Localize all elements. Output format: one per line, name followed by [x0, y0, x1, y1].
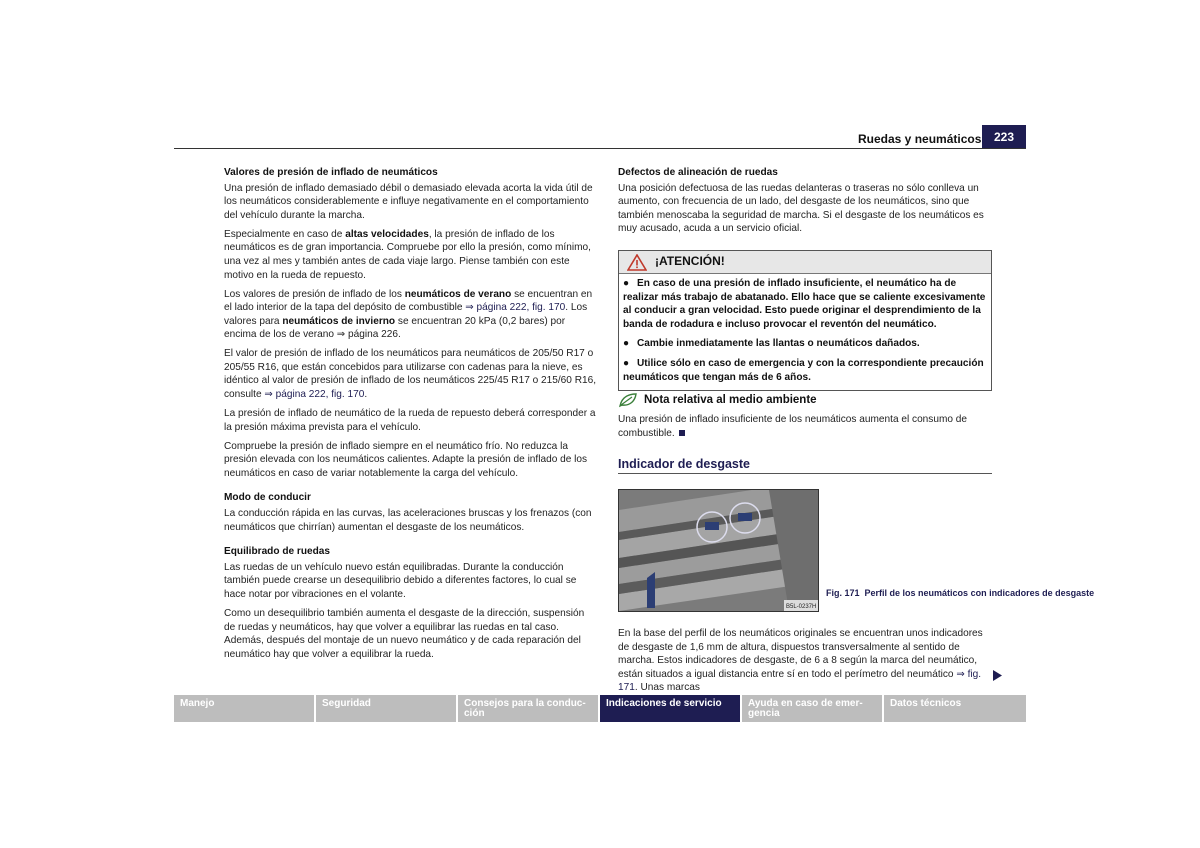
warning-item: ● Cambie inmediatamente las llantas o neumáticos dañados. [623, 338, 920, 350]
warning-item: ● En caso de una presión de inflado insuficiente, el neumático ha de realizar más trabajo de abatanado. Ello hace que se caliente excesivamente al conducir a gran velocidad. Esto puede originar el desprendimiento de la banda de rodadura e incluso provocar el reventón del neumático. [623, 278, 986, 330]
nav-tab-seguridad[interactable]: Seguridad [316, 695, 456, 722]
nav-tab-indicaciones-servicio[interactable]: Indicaciones de servicio [600, 695, 740, 722]
nav-tab-consejos[interactable]: Consejos para la conduc- ción [458, 695, 598, 722]
heading-driving-mode: Modo de conducir [224, 492, 311, 504]
page-link[interactable]: ⇒ página 222, fig. 170 [465, 302, 566, 314]
warning-title: ¡ATENCIÓN! [655, 254, 725, 269]
paragraph: Compruebe la presión de inflado siempre en el neumático frío. No reduzca la presión elevada con los neumáticos calientes. Adapte la presión de inflado de los neumáticos en caso de variar notablemente la carga del vehículo. [224, 440, 588, 479]
heading-wheel-balancing: Equilibrado de ruedas [224, 546, 331, 558]
nav-tab-manejo[interactable]: Manejo [174, 695, 314, 722]
environment-note-text: Una presión de inflado insuficiente de los neumáticos aumenta el consumo de combustible. [618, 414, 968, 439]
tire-tread-illustration [619, 490, 818, 611]
paragraph: Una presión de inflado demasiado débil o demasiado elevada acorta la vida útil de los neumáticos considerablemente e influye negativamente en el comportamiento del vehículo durante la marcha. [224, 182, 593, 221]
running-header-title: Ruedas y neumáticos [858, 132, 982, 146]
nav-tab-ayuda[interactable]: Ayuda en caso de emer- gencia [742, 695, 882, 722]
heading-wheel-alignment: Defectos de alineación de ruedas [618, 167, 778, 178]
paragraph: El valor de presión de inflado de los neumáticos para neumáticos de 205/50 R17 o 205/55 R16, que están concebidos para utilizarse con cadenas para la nieve, es idéntico al valor de presión de inflado de los neumáticos 225/45 R17 o 215/60 R16, consulte ⇒ página 222, fig. 170. [224, 348, 597, 401]
right-column-top [618, 166, 992, 241]
paragraph: Los valores de presión de inflado de los neumáticos de verano se encuentran en el lado interior de la tapa del depósito de combustible ⇒ página 222, fig. 170. Los valores para neumáticos de invierno se encuentran 20 kPa (0,2 bares) por encima de los de verano ⇒ página 226. [224, 288, 593, 341]
paragraph: Especialmente en caso de altas velocidades, la presión de inflado de los neumáticos es de gran importancia. Compruebe por ello la presión, como mínimo, una vez al mes y también antes de cada viaje largo. Piense también con este motivo en la rueda de repuesto. [224, 228, 591, 281]
warning-item: ● Utilice sólo en caso de emergencia y con la correspondiente precaución neumáticos que tengan más de 6 años. [623, 357, 984, 383]
header-rule [174, 148, 1026, 149]
environment-leaf-icon [618, 392, 638, 408]
figure-link[interactable]: ⇒ fig. 171 [618, 668, 982, 694]
paragraph: La presión de inflado de neumático de la rueda de repuesto deberá corresponder a la presión máxima prevista para el vehículo. [224, 408, 596, 433]
warning-triangle-icon [627, 254, 647, 271]
nav-tab-datos-tecnicos[interactable]: Datos técnicos [884, 695, 1026, 722]
paragraph: La conducción rápida en las curvas, las aceleraciones bruscas y los frenazos (con neumáticos que chirrían) aumentan el desgaste de los neumáticos. [224, 508, 592, 533]
page-number: 223 [982, 125, 1026, 149]
figure-caption: Fig. 171 Perfil de los neumáticos con indicadores de desgaste [826, 588, 1095, 598]
paragraph: Una posición defectuosa de las ruedas delanteras o traseras no sólo conlleva un aumento, con frecuencia de un lado, del desgaste de los neumáticos, sino que también menoscaba la seguridad de marcha. Si el desgaste de los neumáticos es muy acusado, acuda a un servicio oficial. [618, 182, 984, 235]
paragraph-wear-indicator: En la base del perfil de los neumáticos originales se encuentran unos indicadores de desgaste de 1,6 mm de altura, dispuestos transversalmente al sentido de marcha. Estos indicadores de desgaste, de 6 a 8 según la marca del neumático, están situados a igual distancia entre sí en todo el perímetro del neumático ⇒ fig. 171. Unas marcas [618, 628, 983, 694]
section-rule [618, 473, 992, 474]
paragraph: Como un desequilibrio también aumenta el desgaste de la dirección, suspensión de ruedas y neumáticos, hay que volver a equilibrar las ruedas en tal caso. Además, después del montaje de un nuevo neumático y de cada reparación del neumático hay que volver a equilibrar la rueda. [224, 607, 585, 660]
tire-tread-figure [618, 489, 819, 612]
left-column [224, 166, 598, 667]
paragraph: Las ruedas de un vehículo nuevo están equilibradas. Durante la conducción también puede crearse un desequilibrio debido a diferentes factores, lo cual se hace notar por vibraciones en el volante. [224, 561, 577, 600]
section-title: Indicador de desgaste [618, 457, 750, 471]
page-link[interactable]: ⇒ página 222, fig. 170 [264, 389, 365, 401]
warning-header [619, 251, 991, 274]
continue-arrow-icon [993, 668, 1002, 686]
end-square-icon [679, 430, 685, 436]
heading-tire-pressure: Valores de presión de inflado de neumáticos [224, 167, 438, 178]
warning-box [618, 250, 992, 391]
figure-code: B5L-0237H [786, 604, 817, 610]
environment-note-title: Nota relativa al medio ambiente [618, 392, 817, 408]
